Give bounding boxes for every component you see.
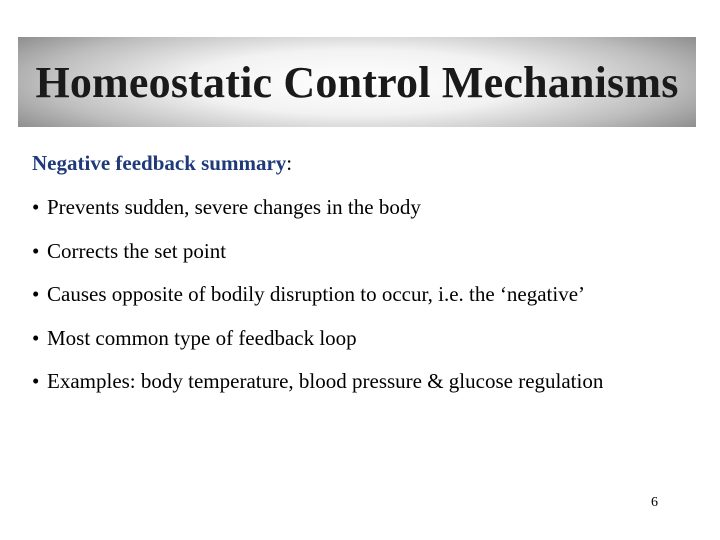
- title-bar: [18, 37, 696, 127]
- bullet-text: Corrects the set point: [47, 238, 227, 263]
- bullet-list: [32, 192, 702, 396]
- summary-label: Negative feedback summary: [32, 151, 287, 175]
- bullet-text: Examples: body temperature, blood pressure & glucose regulation: [47, 369, 604, 393]
- bullet-item: [32, 366, 702, 396]
- summary-colon: :: [286, 151, 293, 175]
- bullet-dot: •: [32, 238, 40, 263]
- slide-content: [32, 148, 702, 410]
- bullet-item: [32, 323, 702, 353]
- page-number: 6: [651, 495, 658, 510]
- summary-heading: [32, 148, 702, 178]
- slide-title: Homeostatic Control Mechanisms: [35, 57, 679, 107]
- bullet-dot: •: [32, 369, 40, 393]
- bullet-text: Most common type of feedback loop: [47, 325, 357, 350]
- bullet-item: [32, 279, 702, 309]
- bullet-item: [32, 192, 702, 222]
- bullet-dot: •: [32, 325, 40, 350]
- bullet-text: Prevents sudden, severe changes in the body: [47, 195, 421, 219]
- bullet-item: [32, 236, 702, 266]
- bullet-dot: •: [32, 195, 40, 219]
- bullet-text: Causes opposite of bodily disruption to occur, i.e. the ‘negative’: [47, 282, 586, 306]
- bullet-dot: •: [32, 282, 40, 306]
